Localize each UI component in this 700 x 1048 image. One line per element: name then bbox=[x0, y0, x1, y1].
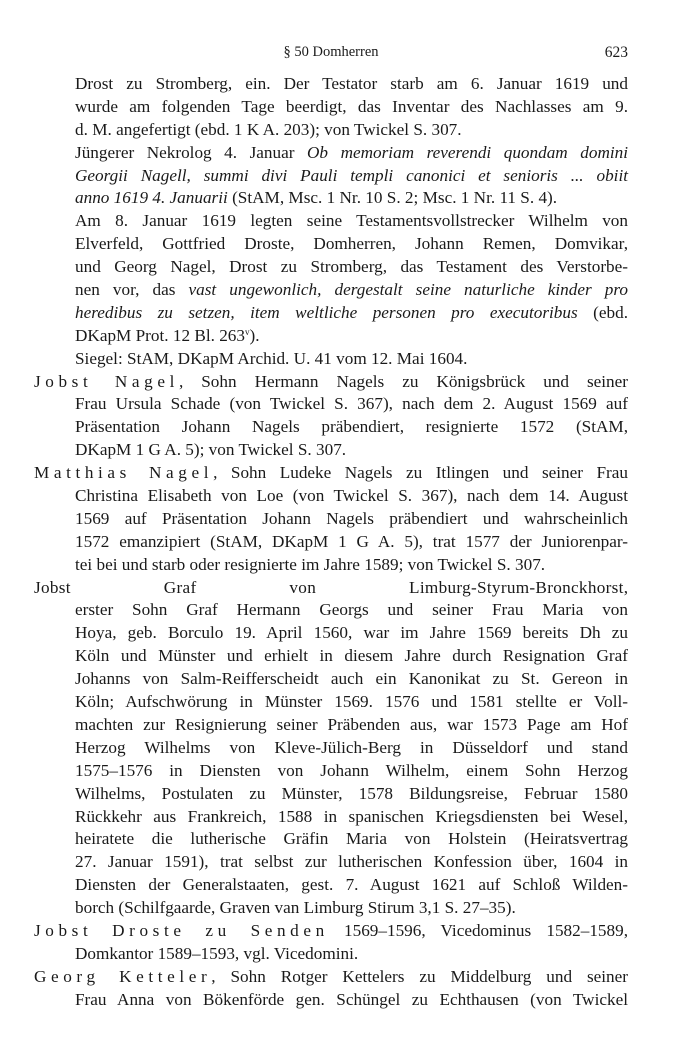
text-line: Köln und Münster und erhielt in diesem Jahre durch Resignation Graf bbox=[75, 646, 628, 666]
text-line: wurde am folgenden Tage beerdigt, das Inventar des Nachlasses am 9. bbox=[75, 96, 628, 116]
person-name: Matthias Nagel bbox=[34, 463, 214, 483]
text-line: heiratete die lutherische Gräfin Maria von Holstein (Heiratsvertrag bbox=[75, 829, 628, 849]
german-quote: heredibus zu setzen, item weltliche personen pro executoribus bbox=[75, 302, 578, 322]
text-line bbox=[34, 325, 628, 348]
running-title: § 50 Domherren bbox=[283, 44, 379, 60]
person-name: Jobst Graf von Limburg-Styrum-Bronckhorst bbox=[34, 577, 624, 597]
text-line: Präsentation Johann Nagels präbendiert, resignierte 1572 (StAM, bbox=[75, 417, 628, 437]
text-run: , Sohn Rotger Kettelers zu Middelburg und seiner bbox=[211, 966, 628, 986]
text-line: borch (Schilfgaarde, Graven van Limburg Stirum 3,1 S. 27–35). bbox=[75, 898, 516, 918]
text-run: nen vor, das bbox=[75, 280, 189, 300]
text-line: Am 8. Januar 1619 legten seine Testamentsvollstrecker Wilhelm von bbox=[75, 211, 628, 231]
text-line: und Georg Nagel, Drost zu Stromberg, das Testament des Verstorbe- bbox=[75, 257, 628, 277]
text-line bbox=[34, 165, 628, 188]
text-line: machten zur Resignierung seiner Präbenden aus, war 1573 Page am Hof bbox=[75, 714, 628, 734]
text-line: Drost zu Stromberg, ein. Der Testator starb am 6. Januar 1619 und bbox=[75, 74, 628, 93]
text-run: , Sohn Ludeke Nagels zu Itlingen und seiner Frau bbox=[213, 463, 628, 483]
latin-quote: anno 1619 4. Januarii bbox=[75, 188, 228, 208]
person-name: Georg Ketteler bbox=[34, 966, 212, 986]
text-line: Frau Anna von Bökenförde gen. Schüngel zu Echthausen (von Twickel bbox=[75, 989, 628, 1009]
text-line: 1575–1576 in Diensten von Johann Wilhelm, einem Sohn Herzog bbox=[75, 760, 628, 780]
text-line: 1572 emanzipiert (StAM, DKapM 1 G A. 5), trat 1577 der Juniorenpar- bbox=[75, 531, 628, 551]
person-name: Jobst Droste zu Senden bbox=[34, 920, 329, 940]
text-line: DKapM 1 G A. 5); von Twickel S. 307. bbox=[75, 440, 347, 460]
text-line: Domkantor 1589–1593, vgl. Vicedomini. bbox=[75, 943, 359, 963]
superscript: v bbox=[244, 326, 250, 337]
text-line: Elverfeld, Gottfried Droste, Domherren, Johann Remen, Domvikar, bbox=[75, 234, 628, 254]
german-quote: vast ungewonlich, dergestalt seine naturliche kinder pro bbox=[188, 280, 629, 300]
text-line: 27. Januar 1591), trat selbst zur lutherischen Konfession über, 1604 in bbox=[75, 852, 628, 872]
text-line: erster Sohn Graf Hermann Georgs und seiner Frau Maria von bbox=[75, 600, 628, 620]
text-run: ). bbox=[249, 325, 260, 345]
entry-heading-line bbox=[34, 462, 628, 485]
text-line: Köln; Aufschwörung in Münster 1569. 1576 und 1581 stellte er Voll- bbox=[75, 692, 628, 712]
running-header bbox=[34, 44, 628, 64]
text-line bbox=[34, 187, 628, 210]
text-run: , Sohn Hermann Nagels zu Königsbrück und seiner bbox=[178, 371, 628, 391]
text-line: Johanns von Salm-Reifferscheidt auch ein Kanonikat zu St. Gereon in bbox=[75, 669, 628, 689]
page-number: 623 bbox=[604, 44, 628, 61]
text-line bbox=[34, 279, 628, 302]
latin-quote: Georgii Nagell, summi divi Pauli templi canonici et senioris ... obiit bbox=[75, 165, 628, 185]
text-run: 1569–1596, Vicedominus 1582–1589, bbox=[328, 920, 628, 940]
text-line bbox=[34, 142, 628, 165]
entry-heading-line bbox=[34, 577, 628, 600]
text-run: (StAM, Msc. 1 Nr. 10 S. 2; Msc. 1 Nr. 11 S. 4). bbox=[227, 188, 558, 208]
text-line: Christina Elisabeth von Loe (von Twickel S. 367), nach dem 14. August bbox=[75, 486, 628, 506]
text-line: Rückkehr aus Frankreich, 1588 in spanischen Kriegsdiensten bei Wesel, bbox=[75, 806, 628, 826]
text-line: Hoya, geb. Borculo 19. April 1560, war im Jahre 1569 bereits Dh zu bbox=[75, 623, 628, 643]
text-line: d. M. angefertigt (ebd. 1 K A. 203); von Twickel S. 307. bbox=[75, 119, 462, 139]
text-line: Wilhelms, Postulaten zu Münster, 1578 Bildungsreise, Februar 1580 bbox=[75, 783, 628, 803]
text-run: , bbox=[623, 577, 628, 597]
entry-heading-line bbox=[34, 920, 628, 943]
text-line bbox=[34, 302, 628, 325]
text-line: Herzog Wilhelms von Kleve-Jülich-Berg in Düsseldorf und stand bbox=[75, 737, 628, 757]
person-name: Jobst Nagel bbox=[34, 371, 179, 391]
text-line: Siegel: StAM, DKapM Archid. U. 41 vom 12. Mai 1604. bbox=[75, 348, 468, 368]
text-line: 1569 auf Präsentation Johann Nagels präbendiert und wahrscheinlich bbox=[75, 508, 628, 528]
text-run: (ebd. bbox=[577, 302, 628, 322]
text-line: Diensten der Generalstaaten, gest. 7. August 1621 auf Schloß Wilden- bbox=[75, 875, 628, 895]
text-line: tei bei und starb oder resignierte im Jahre 1589; von Twickel S. 307. bbox=[75, 554, 546, 574]
text-run: Jüngerer Nekrolog 4. Januar bbox=[75, 142, 308, 162]
main-text bbox=[34, 73, 628, 1012]
text-line: Frau Ursula Schade (von Twickel S. 367), nach dem 2. August 1569 auf bbox=[75, 394, 628, 414]
text-run: DKapM Prot. 12 Bl. 263 bbox=[75, 325, 245, 345]
latin-quote: Ob memoriam reverendi quondam domini bbox=[307, 142, 628, 162]
entry-heading-line bbox=[34, 966, 628, 989]
entry-heading-line bbox=[34, 371, 628, 394]
